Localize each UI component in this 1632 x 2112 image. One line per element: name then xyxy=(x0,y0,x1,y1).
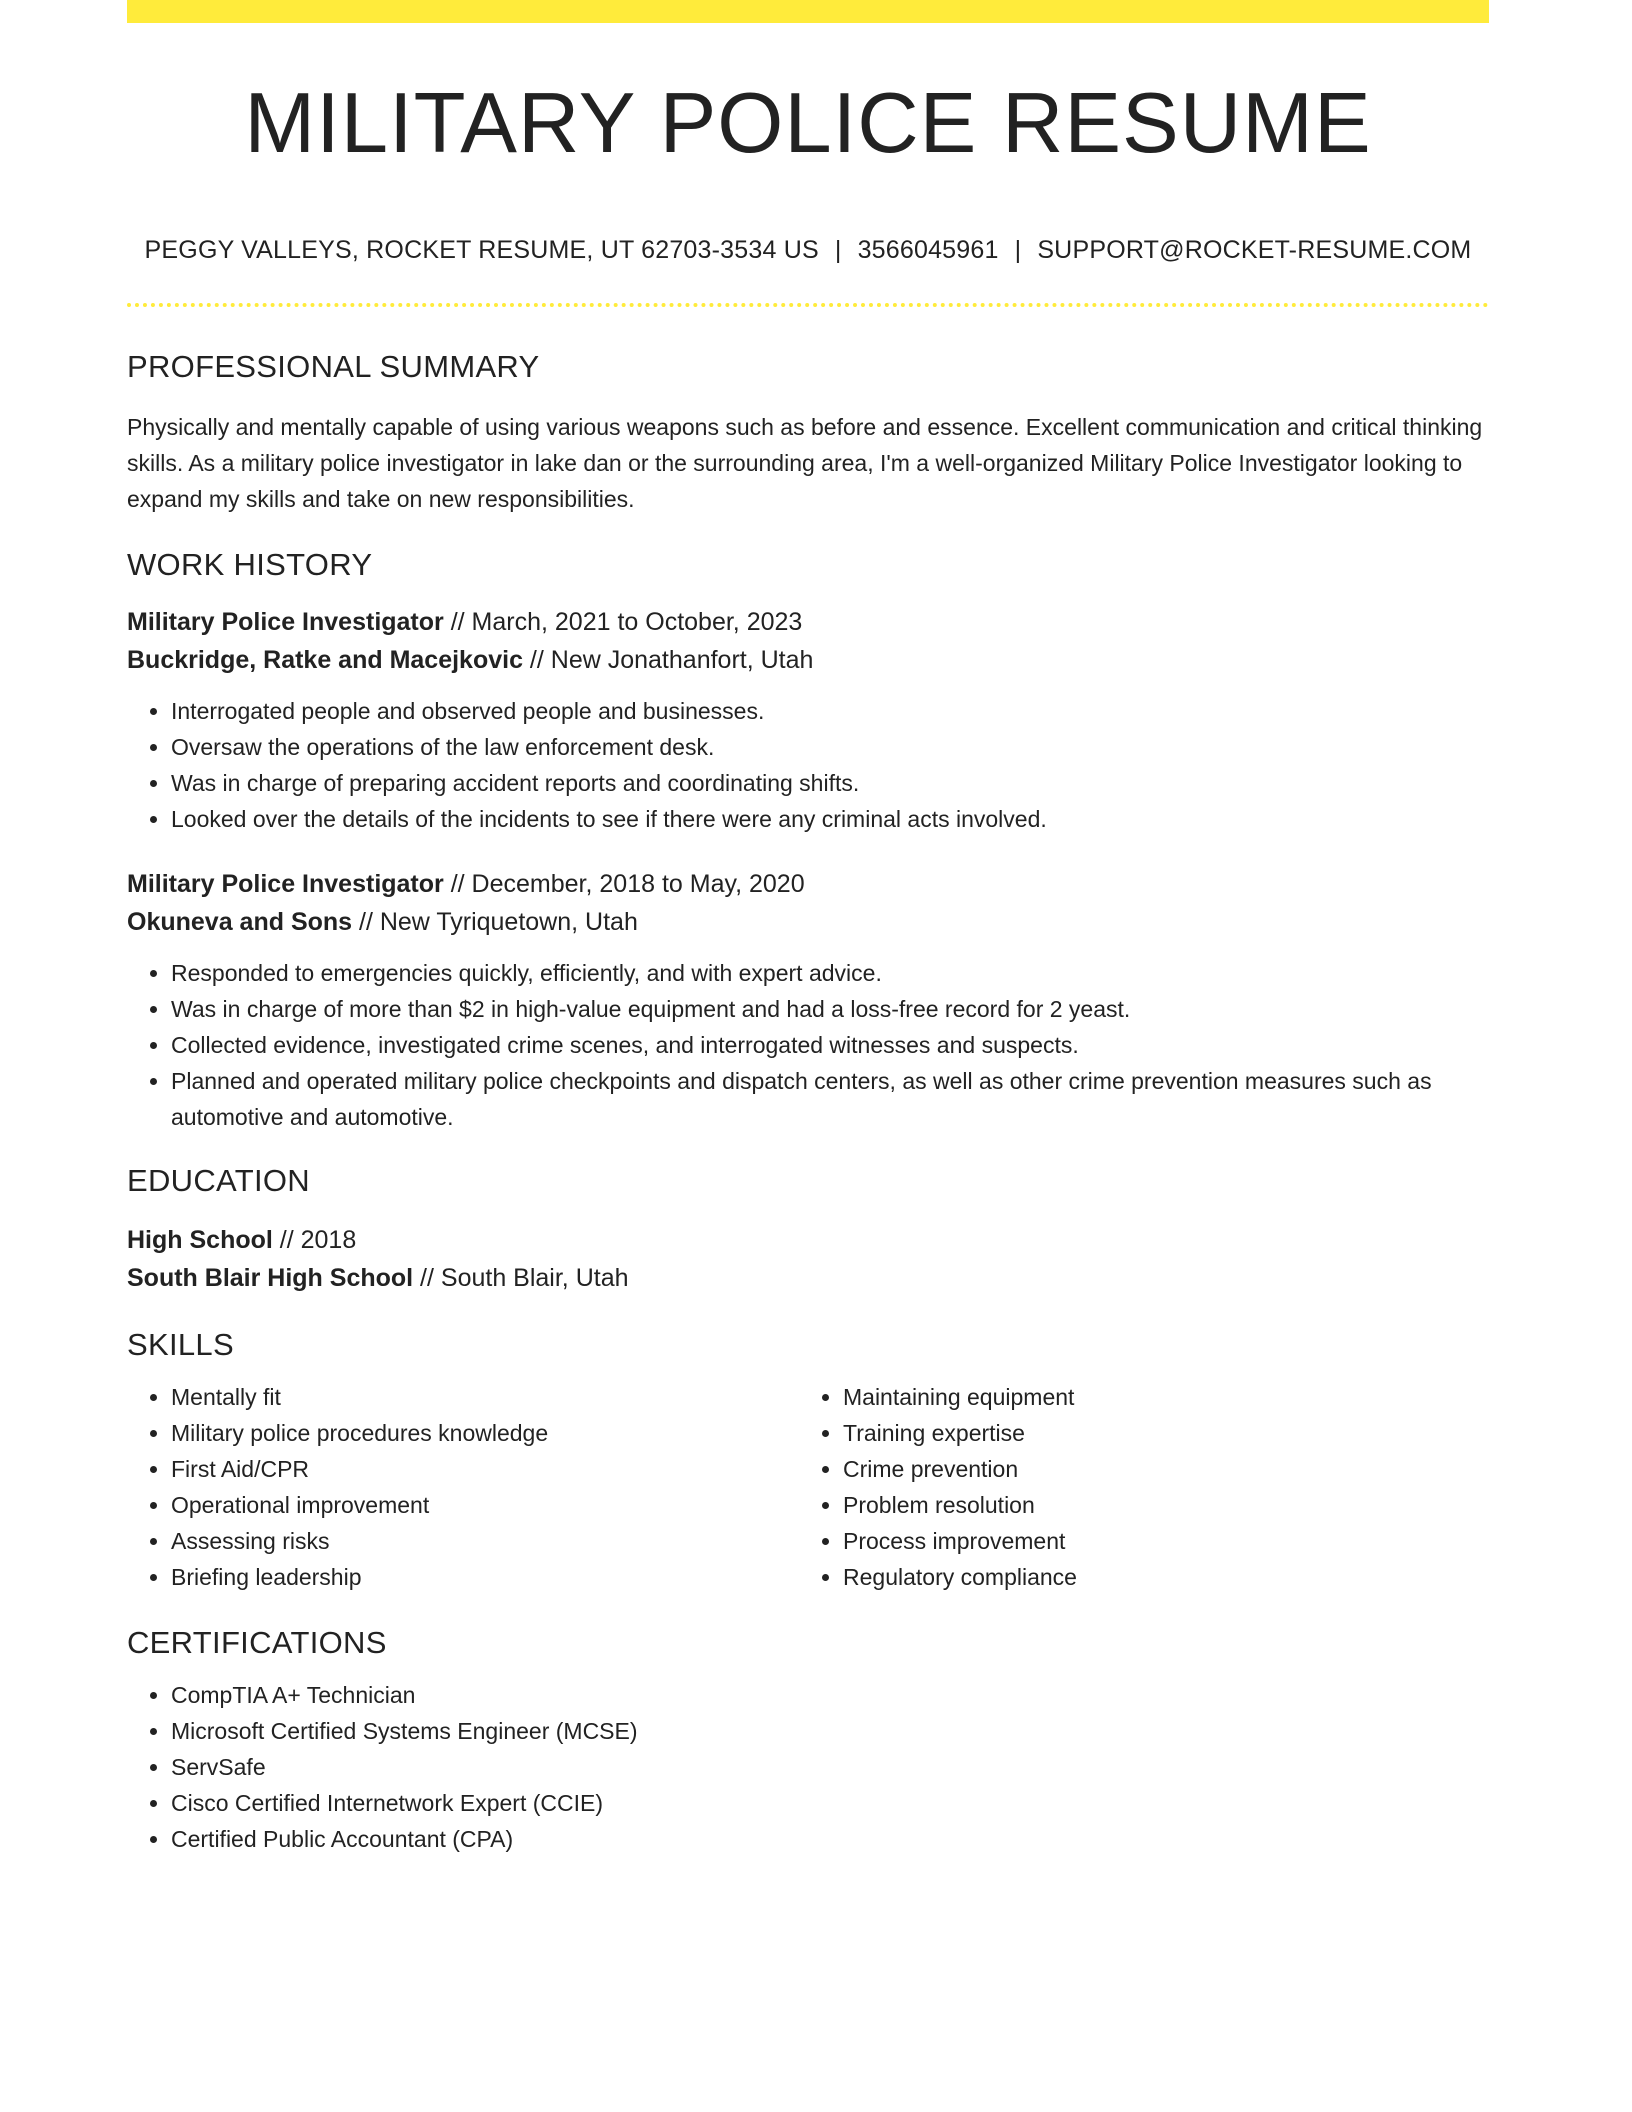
job-entry xyxy=(127,603,1489,837)
certification-item: • Cisco Certified Internetwork Expert (CCIE) xyxy=(171,1785,1489,1821)
skill-item: • Regulatory compliance xyxy=(843,1559,1471,1595)
certifications-heading: CERTIFICATIONS xyxy=(127,1625,387,1660)
certifications-section xyxy=(127,1677,1489,1857)
skill-item: • Process improvement xyxy=(843,1523,1471,1559)
job-duty: • Collected evidence, investigated crime scenes, and interrogated witnesses and suspects. xyxy=(171,1027,1489,1063)
contact-address: PEGGY VALLEYS, ROCKET RESUME, UT 62703-3534 US xyxy=(144,236,819,264)
certification-item: • ServSafe xyxy=(171,1749,1489,1785)
job-title-line xyxy=(127,865,1489,903)
work-history-heading: WORK HISTORY xyxy=(127,547,373,582)
skill-item: • Assessing risks xyxy=(171,1523,799,1559)
education-school: South Blair High School xyxy=(127,1264,414,1292)
summary-heading: PROFESSIONAL SUMMARY xyxy=(127,349,540,384)
job-company-line xyxy=(127,641,1489,679)
education-school-line xyxy=(127,1259,1489,1297)
skill-item: • Problem resolution xyxy=(843,1487,1471,1523)
accent-bar xyxy=(127,0,1489,23)
contact-phone: 3566045961 xyxy=(857,236,999,264)
resume-page xyxy=(127,0,1489,1857)
job-duty: • Planned and operated military police checkpoints and dispatch centers, as well as other crime prevention measures such as automotive and automotive. xyxy=(171,1063,1489,1135)
job-dates: // December, 2018 to May, 2020 xyxy=(443,870,805,898)
dotted-divider xyxy=(127,303,1489,307)
job-company: Okuneva and Sons xyxy=(127,908,353,936)
job-location: // New Jonathanfort, Utah xyxy=(522,646,814,674)
certification-item: • CompTIA A+ Technician xyxy=(171,1677,1489,1713)
job-duty: • Interrogated people and observed people and businesses. xyxy=(171,693,1489,729)
education-degree: High School xyxy=(127,1226,273,1254)
education-year: // 2018 xyxy=(272,1226,357,1254)
job-duties-list xyxy=(127,955,1489,1135)
job-entry xyxy=(127,865,1489,1135)
certification-item: • Certified Public Accountant (CPA) xyxy=(171,1821,1489,1857)
job-dates: // March, 2021 to October, 2023 xyxy=(443,608,803,636)
skill-item: • Military police procedures knowledge xyxy=(171,1415,799,1451)
skills-list xyxy=(799,1379,1471,1595)
skill-item: • Training expertise xyxy=(843,1415,1471,1451)
certifications-list xyxy=(127,1677,1489,1857)
education-heading: EDUCATION xyxy=(127,1163,310,1198)
skills-list xyxy=(127,1379,799,1595)
contact-email: SUPPORT@ROCKET-RESUME.COM xyxy=(1037,236,1472,264)
job-title-line xyxy=(127,603,1489,641)
contact-separator: | xyxy=(1014,236,1022,264)
job-duty: • Looked over the details of the incidents to see if there were any criminal acts involved. xyxy=(171,801,1489,837)
job-duty: • Was in charge of preparing accident reports and coordinating shifts. xyxy=(171,765,1489,801)
job-duties-list xyxy=(127,693,1489,837)
job-duty: • Responded to emergencies quickly, efficiently, and with expert advice. xyxy=(171,955,1489,991)
skill-item: • Maintaining equipment xyxy=(843,1379,1471,1415)
job-title: Military Police Investigator xyxy=(127,608,444,636)
summary-text: Physically and mentally capable of using various weapons such as before and essence. Excellent communication and critical thinking skills. As a military police investigator in lake dan or the surrounding area, I'm a well-organized Military Police Investigator looking to expand my skills and take on new responsibilities. xyxy=(127,414,1483,512)
contact-line xyxy=(127,236,1489,265)
job-title: Military Police Investigator xyxy=(127,870,444,898)
education-degree-line xyxy=(127,1221,1489,1259)
resume-title: MILITARY POLICE RESUME xyxy=(244,76,1372,171)
job-duty: • Was in charge of more than $2 in high-value equipment and had a loss-free record for 2 yeast. xyxy=(171,991,1489,1027)
contact-separator: | xyxy=(834,236,842,264)
certification-item: • Microsoft Certified Systems Engineer (MCSE) xyxy=(171,1713,1489,1749)
job-company-line xyxy=(127,903,1489,941)
skills-columns xyxy=(127,1379,1489,1595)
skill-item: • Briefing leadership xyxy=(171,1559,799,1595)
education-location: // South Blair, Utah xyxy=(413,1264,629,1292)
skills-column-right xyxy=(799,1379,1471,1595)
skill-item: • Crime prevention xyxy=(843,1451,1471,1487)
job-duty: • Oversaw the operations of the law enforcement desk. xyxy=(171,729,1489,765)
skills-heading: SKILLS xyxy=(127,1327,234,1362)
job-company: Buckridge, Ratke and Macejkovic xyxy=(127,646,523,674)
skill-item: • First Aid/CPR xyxy=(171,1451,799,1487)
job-location: // New Tyriquetown, Utah xyxy=(352,908,638,936)
skill-item: • Operational improvement xyxy=(171,1487,799,1523)
skill-item: • Mentally fit xyxy=(171,1379,799,1415)
education-entry xyxy=(127,1221,1489,1297)
skills-column-left xyxy=(127,1379,799,1595)
